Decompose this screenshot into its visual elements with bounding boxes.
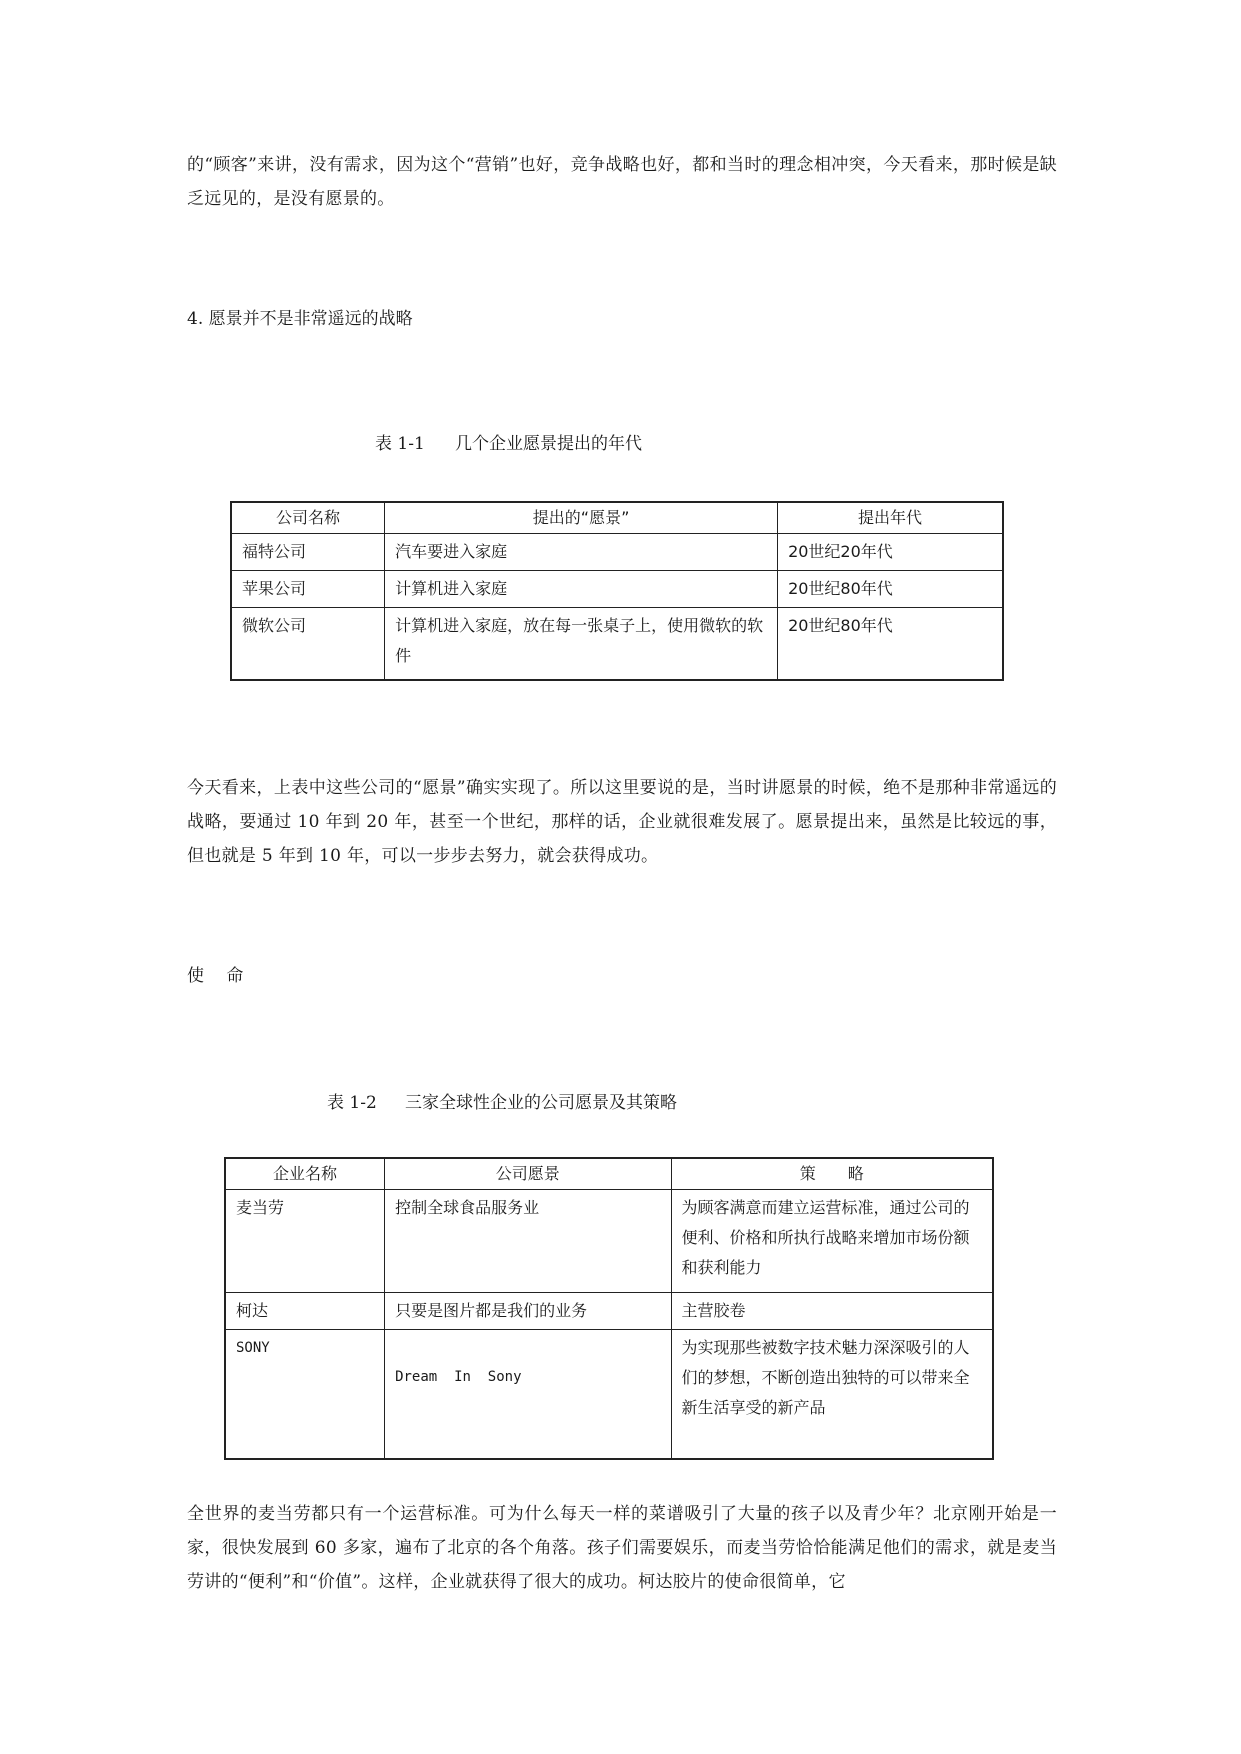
table-row [225, 1293, 993, 1330]
table-row [231, 534, 1003, 571]
paragraph-mcdonalds: 全世界的麦当劳都只有一个运营标准。可为什么每天一样的菜谱吸引了大量的孩子以及青少年？北京刚开始是一家，很快发展到 60 多家，遍布了北京的各个角落。孩子们需要娱乐，而麦当劳恰恰能满足他们的需求，就是麦当劳讲的“便利”和“价值”。这样，企业就获得了很大的成功。柯达胶片的使命很简单，它 [187, 1504, 1057, 1592]
era-cell: 20世纪80年代 [778, 571, 1003, 608]
table2-caption-title: 三家全球性企业的公司愿景及其策略 [405, 1093, 677, 1113]
company-cell: 麦当劳 [225, 1190, 385, 1293]
company-cell: 微软公司 [231, 608, 385, 681]
table-header-row [225, 1158, 993, 1190]
vision-cell: 计算机进入家庭 [385, 571, 778, 608]
era-cell: 20世纪80年代 [778, 608, 1003, 681]
table-row [225, 1190, 993, 1293]
table-row [231, 571, 1003, 608]
strategy-cell: 为实现那些被数字技术魅力深深吸引的人们的梦想，不断创造出独特的可以带来全新生活享受的新产品 [671, 1330, 993, 1460]
section-heading: 4. 愿景并不是非常遥远的战略 [187, 309, 413, 329]
vision-strategy-table [224, 1157, 994, 1460]
strategy-cell: 为顾客满意而建立运营标准，通过公司的便利、价格和所执行战略来增加市场份额和获利能力 [671, 1190, 993, 1293]
vision-cell: Dream In Sony [385, 1330, 671, 1460]
table2-caption-number: 表 1-2 [327, 1093, 377, 1113]
column-header: 公司愿景 [385, 1158, 671, 1190]
column-header: 企业名称 [225, 1158, 385, 1190]
table-row [225, 1330, 993, 1460]
mission-heading: 使 命 [187, 966, 244, 986]
column-header: 公司名称 [231, 502, 385, 534]
table1-caption-title: 几个企业愿景提出的年代 [455, 434, 642, 454]
strategy-cell: 主营胶卷 [671, 1293, 993, 1330]
table1-caption-number: 表 1-1 [375, 434, 425, 454]
vision-cell: 汽车要进入家庭 [385, 534, 778, 571]
column-header: 提出的“愿景” [385, 502, 778, 534]
vision-cell: 计算机进入家庭，放在每一张桌子上，使用微软的软件 [385, 608, 778, 681]
intro-paragraph: 的“顾客”来讲，没有需求，因为这个“营销”也好，竞争战略也好，都和当时的理念相冲突，今天看来，那时候是缺乏远见的，是没有愿景的。 [187, 155, 1057, 209]
column-header: 提出年代 [778, 502, 1003, 534]
company-cell: 苹果公司 [231, 571, 385, 608]
company-cell: SONY [225, 1330, 385, 1460]
vision-cell: 控制全球食品服务业 [385, 1190, 671, 1293]
table-row [231, 608, 1003, 681]
era-cell: 20世纪20年代 [778, 534, 1003, 571]
company-cell: 柯达 [225, 1293, 385, 1330]
paragraph-vision-result: 今天看来，上表中这些公司的“愿景”确实实现了。所以这里要说的是，当时讲愿景的时候，绝不是那种非常遥远的战略，要通过 10 年到 20 年，甚至一个世纪，那样的话，企业就很难发展了。愿景提出来，虽然是比较远的事，但也就是 5 年到 10 年，可以一步步去努力，就会获得成功。 [187, 778, 1057, 866]
table-header-row [231, 502, 1003, 534]
column-header: 策 略 [671, 1158, 993, 1190]
vision-years-table [230, 501, 1004, 681]
company-cell: 福特公司 [231, 534, 385, 571]
vision-cell: 只要是图片都是我们的业务 [385, 1293, 671, 1330]
